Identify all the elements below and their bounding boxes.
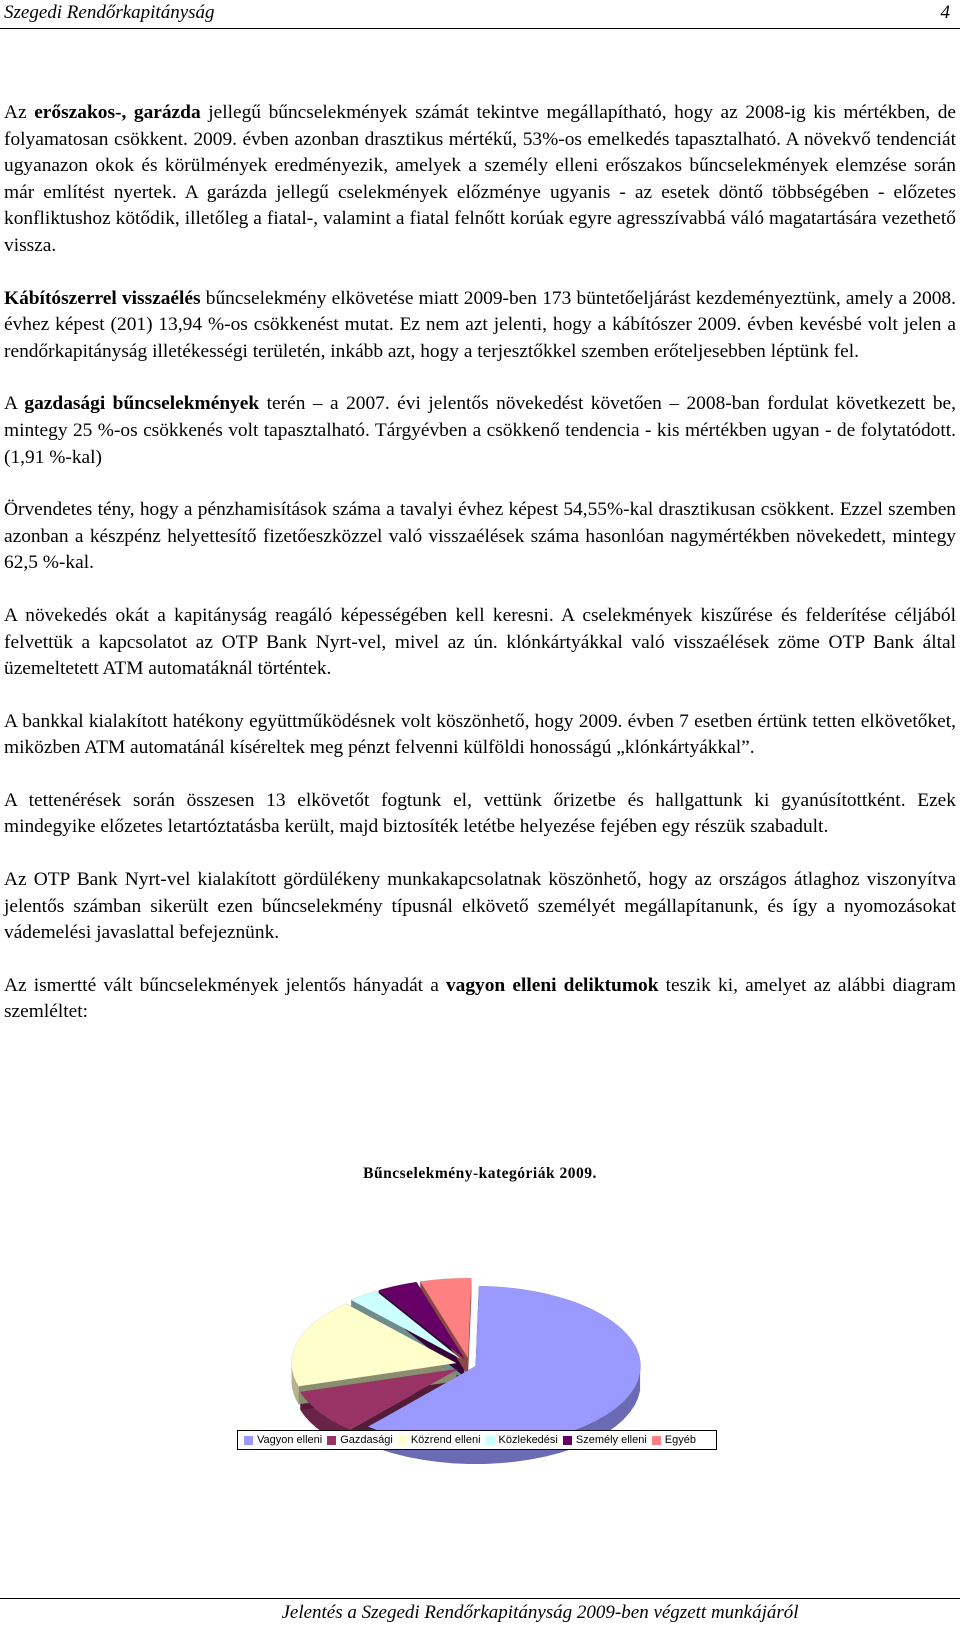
paragraph <box>4 391 956 471</box>
paragraph <box>4 709 956 762</box>
legend-item <box>486 1434 558 1446</box>
text-run: jellegű bűncselekmények számát tekintve megállapítható, hogy az 2008-ig kis mértékben, de folyamatosan csökkent. 2009. évben azonban drasztikus mértékű, 53%-os emelkedés tapasztalható. A növekvő tendenciát ugyanazon okok és körülmények eredményezik, amelyek a személy elleni erőszakos bűncselekmények elemzése során már említést nyertek. A garázda jellegű cselekmények előzménye ugyanis - az esetek döntő többségében - előzetes konfliktushoz kötődik, illetőleg a fiatal-, valamint a fiatal felnőtt korúak egyre agresszívabbá váló magatartására vezethető vissza. <box>4 102 956 256</box>
legend-swatch <box>244 1436 253 1445</box>
legend-item <box>398 1434 481 1446</box>
text-run: terén – a 2007. évi jelentős növekedést követően – 2008-ban fordulat következett be, mintegy 25 %-os csökkenés volt tapasztalható. Tárgyévben a csökkenő tendencia - kis mértékben ugyan - de folytatódott. (1,91 %-kal) <box>4 393 957 468</box>
legend-swatch <box>398 1436 407 1445</box>
paragraph <box>4 497 956 577</box>
page-header <box>0 0 960 29</box>
text-run: A növekedés okát a kapitányság reagáló képességében kell keresni. A cselekmények kiszűrése és felderítése céljából felvettük a kapcsolatot az OTP Bank Nyrt-vel, mivel az ún. klónkártyákkal való visszaélések zöme OTP Bank által üzemeltetett ATM automatáknál történtek. <box>4 604 956 680</box>
paragraph <box>4 286 956 366</box>
chart-title: Bűncselekmény-kategóriák 2009. <box>363 1165 597 1182</box>
pie-chart-svg <box>0 1195 960 1465</box>
paragraph <box>4 788 956 841</box>
document-body <box>4 100 956 1052</box>
legend-label: Személy elleni <box>575 1434 647 1446</box>
page-number: 4 <box>940 2 950 23</box>
text-run: Az ismertté vált bűncselekmények jelentős hányadát a <box>4 974 446 996</box>
text-run: A bankkal kialakított hatékony együttműködésnek volt köszönhető, hogy 2009. évben 7 esetben értünk tetten elkövetőket, miközben ATM automatánál kíséreltek meg pénzt felvenni külföldi honosságú „klónkártyákkal”. <box>4 710 956 759</box>
text-run: A <box>4 393 25 415</box>
bold-text: Kábítószerrel visszaélés <box>4 287 201 309</box>
paragraph <box>4 603 956 683</box>
text-run: Az <box>4 102 35 123</box>
paragraph <box>4 867 956 947</box>
legend-label: Vagyon elleni <box>257 1434 323 1446</box>
legend-swatch <box>563 1436 572 1445</box>
legend-label: Gazdasági <box>340 1434 393 1446</box>
chart-legend <box>237 1430 717 1450</box>
legend-swatch <box>327 1436 336 1445</box>
bold-text: vagyon elleni deliktumok <box>445 974 659 996</box>
text-run: Az OTP Bank Nyrt-vel kialakított gördülékeny munkakapcsolatnak köszönhető, hogy az országos átlaghoz viszonyítva jelentős számban sikerült ezen bűncselekmény típusnál elkövető személyét megállapítanunk, és így a nyomozásokat vádemelési javaslattal befejeznünk. <box>4 869 956 944</box>
bold-text: erőszakos-, garázda <box>34 102 201 123</box>
legend-label: Közrend elleni <box>410 1434 481 1446</box>
text-run: teszik ki, amelyet az alábbi diagram szemléltet: <box>4 974 956 1023</box>
footer-text: Jelentés a Szegedi Rendőrkapitányság 2009-ben végzett munkájáról <box>281 1602 799 1623</box>
text-run: Örvendetes tény, hogy a pénzhamisítások száma a tavalyi évhez képest 54,55%-kal drasztikusan csökkent. Ezzel szemben azonban a készpénz helyettesítő fizetőeszközzel való visszaélések száma hasonlóan nagymértékben növekedett, mintegy 62,5 %-kal. <box>4 499 956 574</box>
page-footer <box>0 1598 960 1624</box>
header-title: Szegedi Rendőrkapitányság <box>4 2 215 23</box>
text-run: bűncselekmény elkövetése miatt 2009-ben 173 büntetőeljárást kezdeményeztünk, amely a 2008. évhez képest (201) 13,94 %-os csökkenést mutat. Ez nem azt jelenti, hogy a kábítószer 2009. évben kevésbé volt jelen a rendőrkapitányság illetékességi területén, inkább azt, hogy a terjesztőkkel szemben erőteljesebben léptünk fel. <box>4 287 956 362</box>
legend-label: Közlekedési <box>498 1434 558 1446</box>
bold-text: gazdasági bűncselekmények <box>24 393 260 415</box>
paragraph <box>4 100 956 260</box>
legend-swatch <box>652 1436 661 1445</box>
paragraph <box>4 973 956 1026</box>
legend-item <box>563 1434 647 1446</box>
legend-item <box>327 1434 393 1446</box>
legend-swatch <box>486 1436 495 1445</box>
legend-label: Egyéb <box>664 1434 696 1446</box>
text-run: A tettenérések során összesen 13 elkövetőt fogtunk el, vettünk őrizetbe és hallgattunk ki gyanúsítottként. Ezek mindegyike előzetes letartóztatásba került, majd biztosíték letétbe helyezése fejében egy részük szabadult. <box>4 789 956 838</box>
pie-chart <box>0 1165 960 1465</box>
legend-item <box>244 1434 322 1446</box>
legend-item <box>652 1434 696 1446</box>
